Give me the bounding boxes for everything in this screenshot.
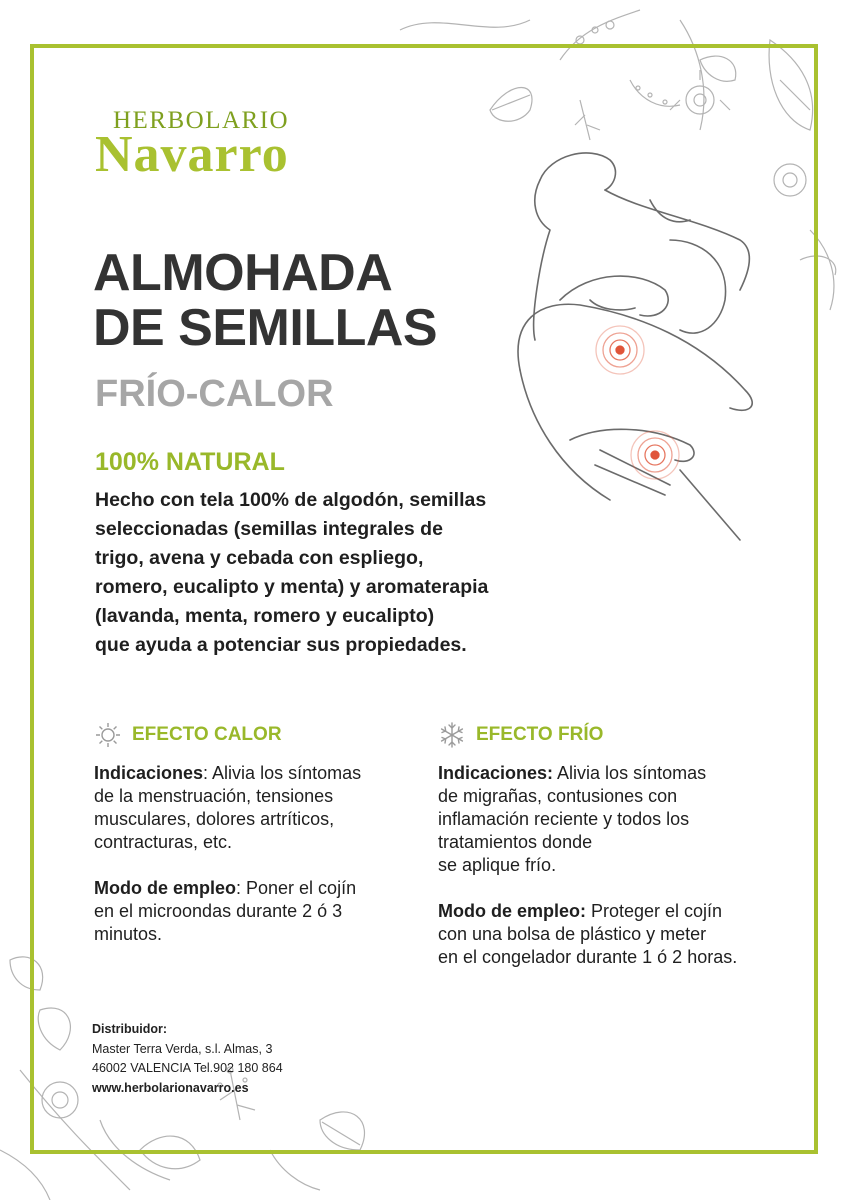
description-line: (lavanda, menta, romero y eucalipto)	[95, 605, 435, 627]
heat-indications-text: contracturas, etc.	[94, 832, 233, 852]
cold-indications-text: tratamientos donde	[438, 832, 593, 852]
heat-effect-title: EFECTO CALOR	[132, 724, 282, 745]
natural-heading: 100% NATURAL	[95, 448, 285, 476]
heat-indications-text: : Alivia los síntomas	[203, 763, 362, 783]
brand-main-text: Navarro	[95, 126, 289, 183]
page-subtitle: FRÍO-CALOR	[95, 373, 334, 415]
description-line: que ayuda a potenciar sus propiedades.	[95, 634, 467, 656]
cold-usage-text: Proteger el cojín	[586, 901, 723, 921]
cold-indications-text: Alivia los síntomas	[553, 763, 707, 783]
description-line: trigo, avena y cebada con espliego,	[95, 547, 424, 569]
cold-indications-label: Indicaciones:	[438, 763, 554, 783]
sun-icon	[94, 721, 122, 749]
heat-indications	[94, 762, 414, 854]
cold-usage-label: Modo de empleo:	[438, 901, 586, 921]
cold-indications	[438, 762, 798, 877]
heat-effect-heading	[94, 720, 414, 750]
description-line: romero, eucalipto y menta) y aromaterapia	[95, 576, 489, 598]
distributor-address: Master Terra Verda, s.l. Almas, 3	[92, 1041, 273, 1056]
brand-top-text: HERBOLARIO	[113, 107, 290, 134]
page-title	[93, 246, 437, 356]
cold-usage	[438, 900, 798, 969]
heat-usage-text: : Poner el cojín	[236, 878, 357, 898]
cold-effect-heading	[438, 720, 798, 750]
cold-indications-text: se aplique frío.	[438, 855, 557, 875]
distributor-label: Distribuidor:	[92, 1022, 167, 1036]
heat-usage-text: minutos.	[94, 924, 163, 944]
cold-effect-title: EFECTO FRÍO	[476, 724, 604, 745]
product-description	[95, 486, 565, 660]
description-line: seleccionadas (semillas integrales de	[95, 518, 443, 540]
distributor-city-phone: 46002 VALENCIA Tel.902 180 864	[92, 1061, 283, 1075]
cold-indications-text: de migrañas, contusiones con	[438, 786, 678, 806]
cold-indications-text: inflamación reciente y todos los	[438, 809, 690, 829]
website-link[interactable]: www.herbolarionavarro.es	[92, 1080, 249, 1095]
brand-logo	[95, 108, 289, 181]
heat-effect-section	[94, 720, 414, 946]
heat-usage-label: Modo de empleo	[94, 878, 237, 898]
title-line-1: ALMOHADA	[93, 244, 393, 302]
heat-indications-text: de la menstruación, tensiones	[94, 786, 334, 806]
distributor-info	[92, 1020, 283, 1098]
title-line-2: DE SEMILLAS	[93, 299, 438, 357]
heat-indications-text: musculares, dolores artríticos,	[94, 809, 335, 829]
cold-effect-section	[438, 720, 798, 969]
heat-usage	[94, 877, 414, 946]
snowflake-icon	[438, 721, 466, 749]
cold-usage-text: en el congelador durante 1 ó 2 horas.	[438, 947, 738, 967]
heat-usage-text: en el microondas durante 2 ó 3	[94, 901, 343, 921]
heat-indications-label: Indicaciones	[94, 763, 204, 783]
cold-usage-text: con una bolsa de plástico y meter	[438, 924, 707, 944]
description-line: Hecho con tela 100% de algodón, semillas	[95, 489, 487, 511]
